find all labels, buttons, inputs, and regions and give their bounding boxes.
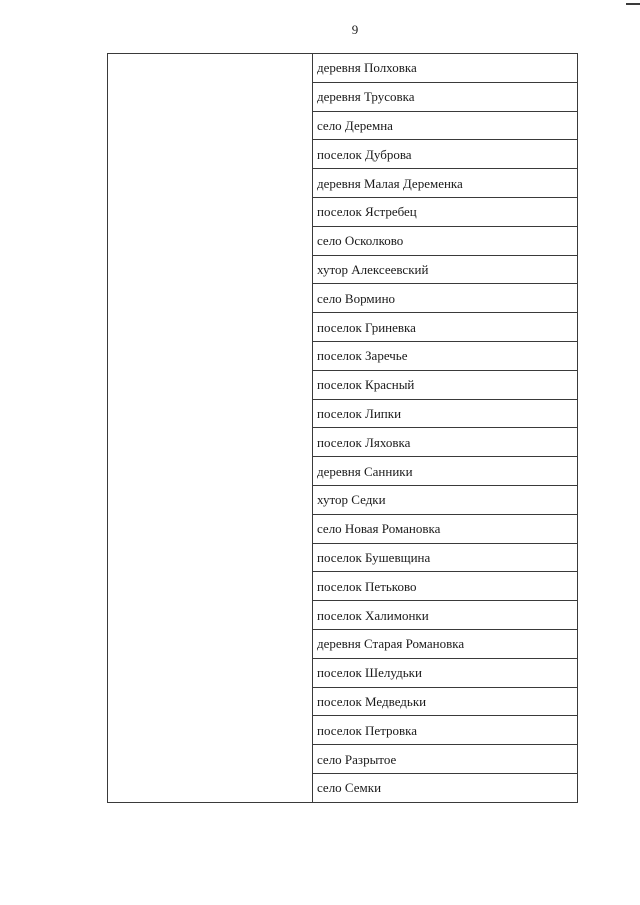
settlement-name: село Семки: [313, 773, 578, 802]
settlement-name: хутор Алексеевский: [313, 255, 578, 284]
settlement-name: село Разрытое: [313, 745, 578, 774]
table-row: [108, 54, 578, 83]
settlements-table-body: [108, 54, 578, 803]
settlement-name: поселок Ястребец: [313, 197, 578, 226]
settlement-name: деревня Полховка: [313, 54, 578, 83]
settlement-name: поселок Гриневка: [313, 313, 578, 342]
settlement-name: деревня Трусовка: [313, 82, 578, 111]
settlement-name: поселок Липки: [313, 399, 578, 428]
settlement-name: деревня Малая Деременка: [313, 169, 578, 198]
settlement-name: поселок Заречье: [313, 341, 578, 370]
settlement-name: поселок Дуброва: [313, 140, 578, 169]
settlements-table: [107, 53, 578, 803]
settlement-name: деревня Старая Романовка: [313, 629, 578, 658]
settlement-name: поселок Красный: [313, 370, 578, 399]
settlement-name: хутор Седки: [313, 485, 578, 514]
merged-left-cell: [108, 54, 313, 803]
settlement-name: поселок Петьково: [313, 572, 578, 601]
page-number: 9: [351, 22, 359, 37]
settlement-name: деревня Санники: [313, 457, 578, 486]
settlement-name: поселок Петровка: [313, 716, 578, 745]
settlement-name: поселок Шелудьки: [313, 658, 578, 687]
settlement-name: село Осколково: [313, 226, 578, 255]
settlement-name: поселок Ляховка: [313, 428, 578, 457]
settlement-name: поселок Халимонки: [313, 601, 578, 630]
settlement-name: село Вормино: [313, 284, 578, 313]
page-corner-mark: [626, 3, 640, 5]
settlement-name: поселок Медведьки: [313, 687, 578, 716]
settlement-name: поселок Бушевщина: [313, 543, 578, 572]
settlement-name: село Новая Романовка: [313, 514, 578, 543]
settlement-name: село Деремна: [313, 111, 578, 140]
